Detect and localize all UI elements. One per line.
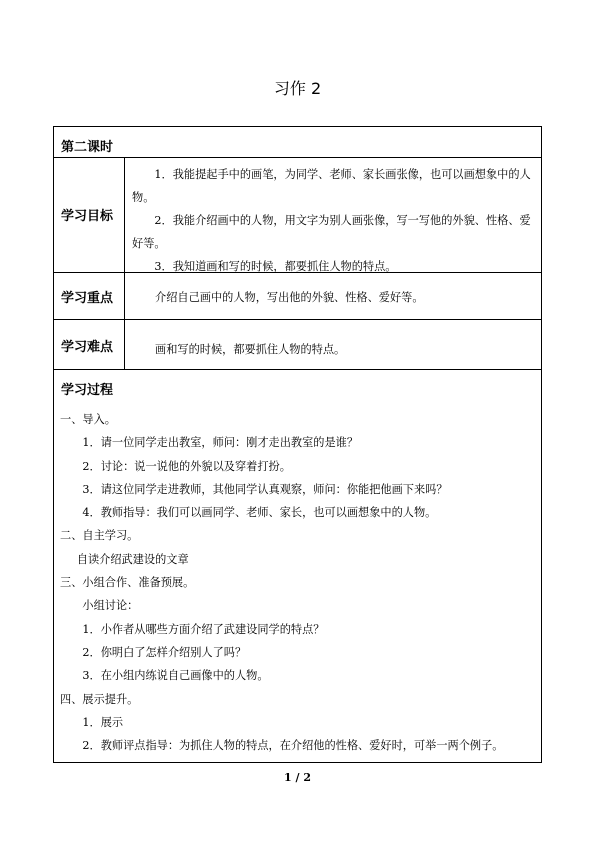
goal-item: 1．我能提起手中的画笔，为同学、老师、家长画张像，也可以画想象中的人物。 — [132, 168, 531, 204]
key-point-text: 介绍自己画中的人物，写出他的外貌、性格、爱好等。 — [155, 291, 424, 304]
list-item: 3．请这位同学走进教师，其他同学认真观察，师问：你能把他画下来吗？ — [82, 482, 448, 496]
process-content — [60, 408, 536, 757]
list-item: 自读介绍武建设的文章 — [76, 552, 189, 566]
list-item: 1．展示 — [82, 715, 124, 729]
goals-cell — [132, 163, 537, 278]
page-title: 习作 2 — [273, 79, 322, 98]
list-item: 2．你明白了怎样介绍别人了吗？ — [82, 645, 247, 659]
lesson-label: 第二课时 — [61, 140, 114, 155]
column-divider — [124, 157, 125, 369]
list-item: 2．教师评点指导：为抓住人物的特点，在介绍他的性格、爱好时，可举一两个例子。 — [82, 739, 504, 753]
list-item: 1．小作者从哪些方面介绍了武建设同学的特点？ — [82, 622, 325, 636]
goal-item: 2．我能介绍画中的人物，用文字为别人画张像，写一写他的外貌、性格、爱好等。 — [132, 214, 531, 250]
divider — [54, 319, 541, 320]
goals-label: 学习目标 — [61, 209, 114, 224]
list-item: 4．教师指导：我们可以画同学、老师、家长，也可以画想象中的人物。 — [82, 506, 437, 520]
key-point-label: 学习重点 — [61, 291, 114, 306]
list-item: 2．讨论：说一说他的外貌以及穿着打扮。 — [82, 459, 291, 473]
process-label: 学习过程 — [61, 383, 114, 398]
section-heading: 四、展示提升。 — [60, 692, 139, 706]
goal-item: 3．我知道画和写的时候，都要抓住人物的特点。 — [154, 260, 397, 273]
list-item: 1．请一位同学走出教室，师问：刚才走出教室的是谁？ — [82, 436, 359, 450]
divider — [54, 272, 541, 273]
list-item: 小组讨论： — [82, 599, 139, 613]
difficulty-text: 画和写的时候，都要抓住人物的特点。 — [155, 343, 346, 356]
page-number: 1 / 2 — [284, 771, 311, 784]
list-item: 3．在小组内练说自己画像中的人物。 — [82, 669, 269, 683]
divider — [54, 157, 541, 158]
lesson-plan-table — [53, 126, 542, 763]
section-heading: 三、小组合作、准备预展。 — [60, 576, 195, 590]
difficulty-label: 学习难点 — [61, 340, 114, 355]
divider — [54, 369, 541, 370]
section-heading: 二、自主学习。 — [60, 529, 139, 543]
section-heading: 一、导入。 — [60, 413, 116, 426]
